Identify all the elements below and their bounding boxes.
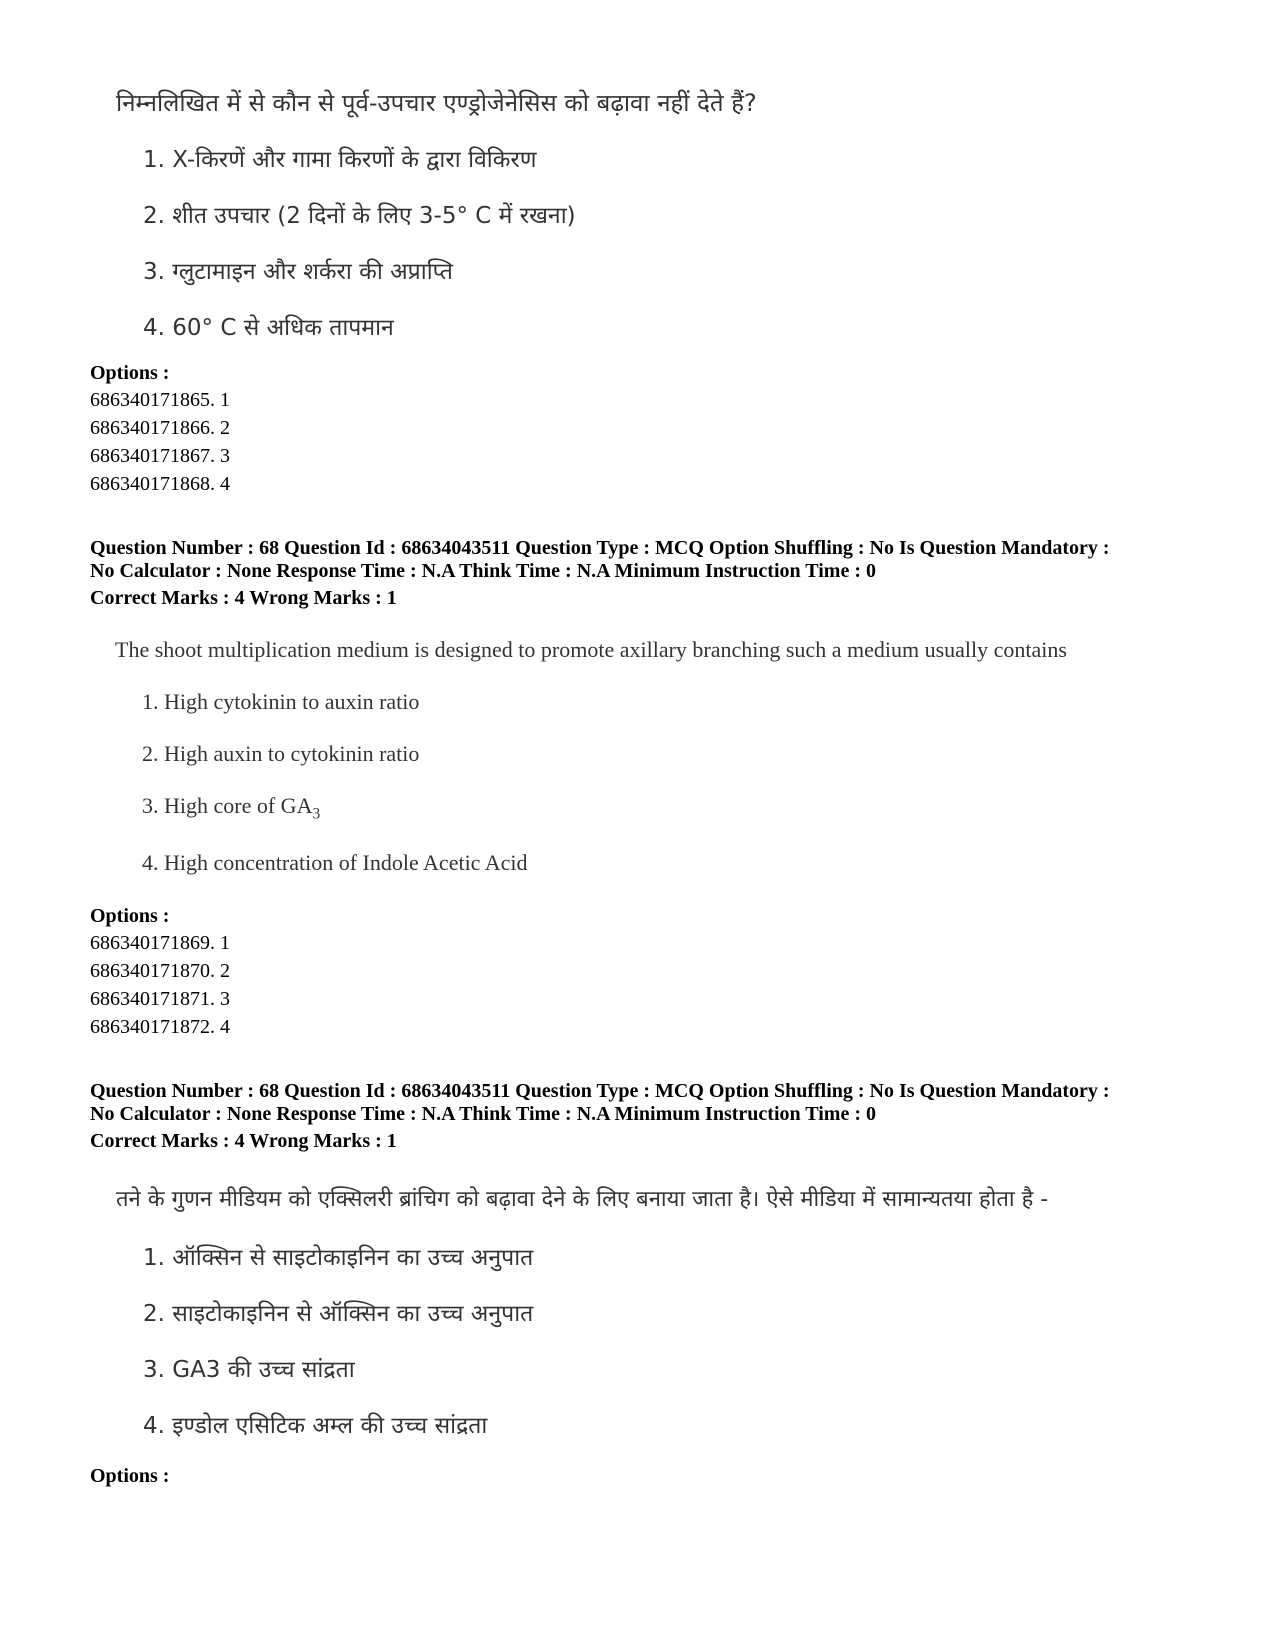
answer-choice: 1. X-किरणें और गामा किरणों के द्वारा विकिरण	[143, 147, 537, 173]
answer-choice: 3. ग्लुटामाइन और शर्करा की अप्राप्ति	[143, 259, 453, 285]
question-meta: No Calculator : None Response Time : N.A Think Time : N.A Minimum Instruction Time : 0	[90, 560, 876, 582]
answer-choice: 3. GA3 की उच्च सांद्रता	[143, 1357, 355, 1383]
option-id: 686340171868. 4	[90, 473, 230, 495]
options-label: Options :	[90, 1465, 170, 1487]
option-id: 686340171869. 1	[90, 932, 230, 954]
question-marks: Correct Marks : 4 Wrong Marks : 1	[90, 1130, 397, 1152]
question-meta: Question Number : 68 Question Id : 68634043511 Question Type : MCQ Option Shuffling : No Is Question Mandatory :	[90, 1080, 1110, 1102]
question-marks: Correct Marks : 4 Wrong Marks : 1	[90, 587, 397, 609]
answer-choice: 2. High auxin to cytokinin ratio	[142, 741, 420, 766]
answer-choice: 4. High concentration of Indole Acetic Acid	[142, 850, 528, 875]
question-text: The shoot multiplication medium is designed to promote axillary branching such a medium usually contains	[115, 637, 1067, 662]
options-label: Options :	[90, 905, 170, 927]
answer-choice: 1. High cytokinin to auxin ratio	[142, 689, 420, 714]
answer-choice	[142, 793, 320, 823]
answer-choice-text: 3. High core of GA	[142, 793, 313, 818]
question-meta: No Calculator : None Response Time : N.A Think Time : N.A Minimum Instruction Time : 0	[90, 1103, 876, 1125]
option-id: 686340171870. 2	[90, 960, 230, 982]
option-id: 686340171865. 1	[90, 389, 230, 411]
answer-choice: 2. शीत उपचार (2 दिनों के लिए 3-5° C में रखना)	[143, 203, 576, 229]
option-id: 686340171867. 3	[90, 445, 230, 467]
question-meta: Question Number : 68 Question Id : 68634043511 Question Type : MCQ Option Shuffling : No Is Question Mandatory :	[90, 537, 1110, 559]
question-text: निम्नलिखित में से कौन से पूर्व-उपचार एण्ड्रोजेनेसिस को बढ़ावा नहीं देते हैं?	[116, 89, 757, 117]
options-label: Options :	[90, 362, 170, 384]
answer-choice: 4. इण्डोल एसिटिक अम्ल की उच्च सांद्रता	[143, 1413, 488, 1439]
answer-choice: 4. 60° C से अधिक तापमान	[143, 315, 394, 341]
question-text: तने के गुणन मीडियम को एक्सिलरी ब्रांचिग को बढ़ावा देने के लिए बनाया जाता है। ऐसे मीडिया में सामान्यतया होता है -	[116, 1187, 1049, 1212]
option-id: 686340171871. 3	[90, 988, 230, 1010]
answer-choice: 2. साइटोकाइनिन से ऑक्सिन का उच्च अनुपात	[143, 1301, 534, 1327]
option-id: 686340171872. 4	[90, 1016, 230, 1038]
option-id: 686340171866. 2	[90, 417, 230, 439]
subscript: 3	[312, 805, 321, 823]
answer-choice: 1. ऑक्सिन से साइटोकाइनिन का उच्च अनुपात	[143, 1245, 534, 1271]
